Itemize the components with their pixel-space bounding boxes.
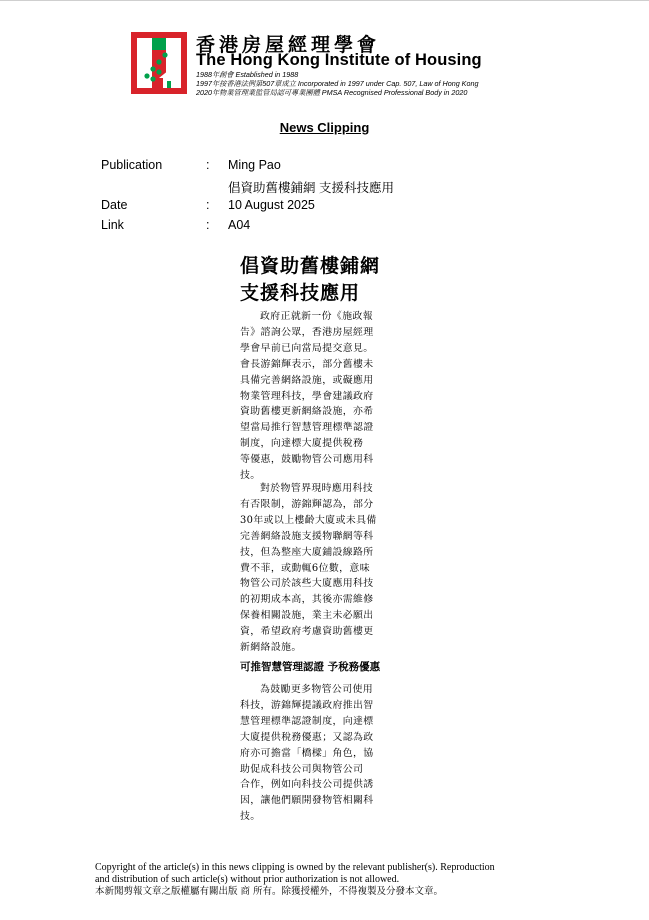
paragraph-line: 府亦可擔當「橋樑」角色，協 — [240, 747, 374, 759]
paragraph-line: 資，希望政府考慮資助舊樓更 — [240, 626, 374, 638]
article-paragraph-3 — [240, 682, 412, 825]
paragraph-line: 制度，向達標大廈提供稅務 — [240, 438, 364, 450]
established-line: 1988年創會 Established in 1988 — [196, 70, 299, 79]
footer-copyright-cn: 本新聞剪報文章之版權屬有關出版 商 所有。除獲授權外，不得複製及分發本文章。 — [95, 886, 444, 897]
paragraph-line: 技。 — [240, 811, 261, 823]
org-name-chinese: 香港房屋經理學會 — [196, 34, 381, 56]
paragraph-line: 完善網絡設施支援物聯網等科 — [240, 530, 374, 542]
paragraph-line: 物業管理科技，學會建議政府 — [240, 390, 374, 402]
paragraph-line: 告》諮詢公眾，香港房屋經理 — [240, 326, 374, 338]
paragraph-line: 新網絡設施。 — [240, 642, 302, 654]
paragraph-line: 資助舊樓更新網絡設施，亦希 — [240, 406, 374, 418]
publication-value: Ming Pao — [228, 158, 281, 172]
footer-copyright-en-1: Copyright of the article(s) in this news clipping is owned by the relevant publisher(s). Reproduction — [95, 862, 495, 873]
footer-copyright-en-2: and distribution of such article(s) without prior authorization is not allowed. — [95, 874, 400, 885]
paragraph-line: 科技，游錦輝提議政府推出智 — [240, 699, 374, 711]
headline-value: 倡資助舊樓鋪網 支援科技應用 — [228, 181, 394, 195]
link-value[interactable]: A04 — [228, 218, 251, 232]
paragraph-line: 望當局推行智慧管理標準認證 — [240, 422, 374, 434]
paragraph-line: 政府正就新一份《施政報 — [260, 311, 374, 322]
publication-label: Publication — [101, 158, 163, 172]
paragraph-line: 學會早前已向當局提交意見。 — [240, 342, 374, 354]
article-headline-line2: 支援科技應用 — [240, 282, 361, 304]
article-headline-line1: 倡資助舊樓鋪網 — [240, 255, 381, 277]
paragraph-line: 合作，例如向科技公司提供誘 — [240, 779, 374, 791]
paragraph-line: 30年或以上樓齡大廈或未具備 — [240, 514, 377, 526]
pmsa-line: 2020年物業管理業監管局認可專業團體 PMSA Recognised Professional Body in 2020 — [196, 88, 468, 97]
paragraph-line: 大廈提供稅務優惠；又認為政 — [240, 731, 374, 743]
paragraph-line: 因，讓他們願開發物管相關科 — [240, 795, 374, 807]
date-value: 10 August 2025 — [228, 198, 315, 212]
paragraph-line: 等優惠，鼓勵物管公司應用科 — [240, 454, 374, 466]
paragraph-line: 為鼓勵更多物管公司使用 — [260, 684, 374, 695]
paragraph-line: 助促成科技公司與物管公司 — [240, 763, 364, 775]
incorporated-line: 1997年按香港法例第507章成立 Incorporated in 1997 under Cap. 507, Law of Hong Kong — [196, 79, 479, 88]
date-label: Date — [101, 198, 128, 212]
paragraph-line: 慧管理標準認證制度，向達標 — [240, 715, 374, 727]
article-paragraph-1 — [240, 309, 412, 484]
paragraph-line: 費不菲，或動輒6位數，意味 — [240, 562, 370, 574]
paragraph-line: 對於物管界現時應用科技 — [260, 483, 374, 494]
page-title: News Clipping — [279, 120, 370, 135]
paragraph-line: 的初期成本高，其後亦需維修 — [240, 594, 374, 606]
paragraph-line: 技。 — [240, 470, 261, 482]
paragraph-line: 保養相關設施，業主未必願出 — [240, 610, 374, 622]
paragraph-line: 物管公司於該些大廈應用科技 — [240, 578, 374, 590]
link-colon: : — [206, 218, 210, 232]
article-paragraph-2 — [240, 481, 412, 656]
hkih-logo-icon — [131, 32, 187, 94]
date-colon: : — [206, 198, 210, 212]
publication-colon: : — [206, 158, 210, 172]
paragraph-line: 有否限制，游錦輝認為，部分 — [240, 498, 374, 510]
top-border — [0, 0, 649, 1]
paragraph-line: 具備完善網絡設施，或礙應用 — [240, 374, 374, 386]
org-name-english: The Hong Kong Institute of Housing — [196, 51, 482, 69]
link-label: Link — [101, 218, 124, 232]
paragraph-line: 會長游錦輝表示，部分舊樓未 — [240, 358, 374, 370]
paragraph-line: 技，但為整座大廈鋪設線路所 — [240, 546, 374, 558]
article-subheading: 可推智慧管理認證 予稅務優惠 — [240, 661, 381, 673]
